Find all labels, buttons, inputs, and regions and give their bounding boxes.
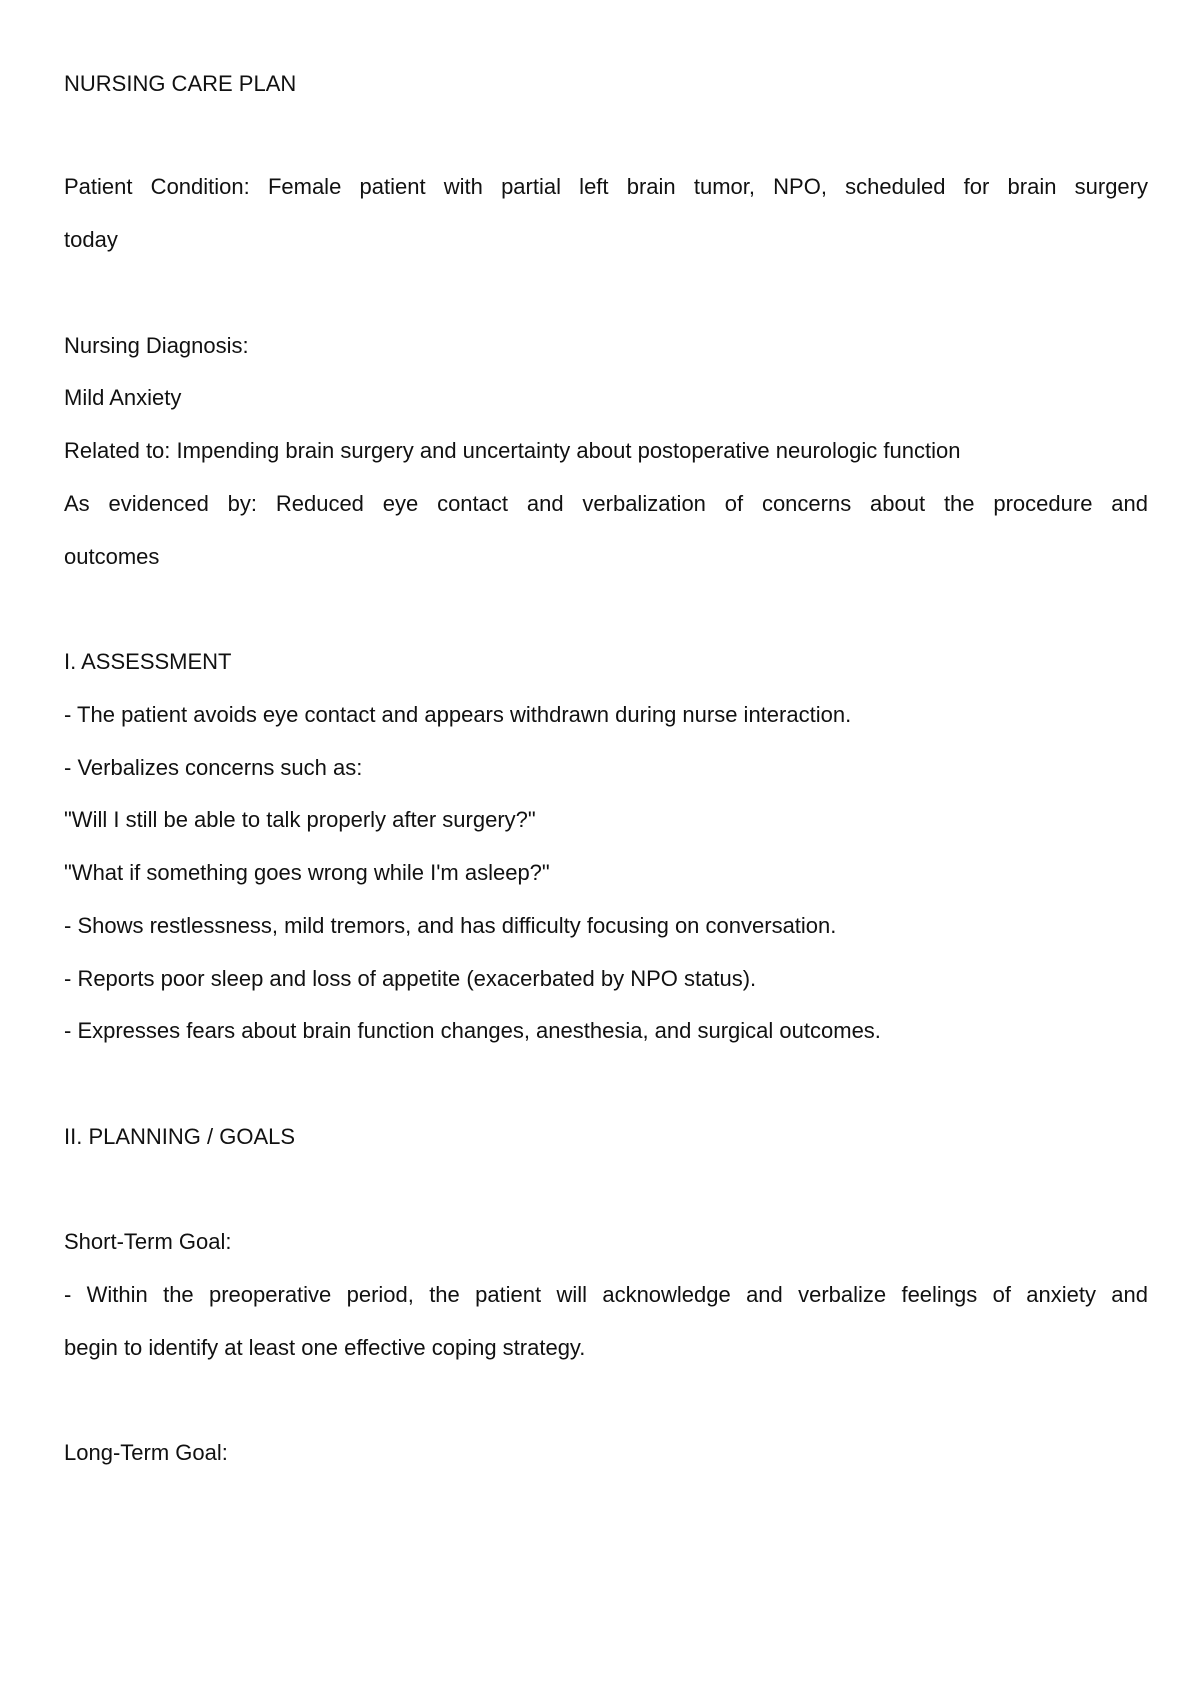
short-term-goal-line-2: begin to identify at least one effective coping strategy. xyxy=(64,1335,586,1360)
assessment-quote: "What if something goes wrong while I'm asleep?" xyxy=(64,860,550,885)
related-to-text: Related to: Impending brain surgery and uncertainty about postoperative neurologic function xyxy=(64,438,961,463)
patient-condition-line-2: today xyxy=(64,227,118,252)
assessment-line: - Expresses fears about brain function changes, anesthesia, and surgical outcomes. xyxy=(64,1018,881,1043)
planning-heading: II. PLANNING / GOALS xyxy=(64,1124,296,1149)
assessment-heading: I. ASSESSMENT xyxy=(64,649,232,674)
short-term-goal-line-1: - Within the preoperative period, the patient will acknowledge and verbalize feelings of anxiety and xyxy=(64,1282,1148,1307)
assessment-quote: "Will I still be able to talk properly after surgery?" xyxy=(64,807,536,832)
evidenced-by-line-1: As evidenced by: Reduced eye contact and verbalization of concerns about the procedure and xyxy=(64,491,1148,516)
assessment-line: - Shows restlessness, mild tremors, and has difficulty focusing on conversation. xyxy=(64,913,837,938)
nursing-diagnosis-heading: Nursing Diagnosis: xyxy=(64,333,249,358)
long-term-goal-heading: Long-Term Goal: xyxy=(64,1440,228,1465)
assessment-line: - Reports poor sleep and loss of appetite (exacerbated by NPO status). xyxy=(64,966,757,991)
assessment-line: - The patient avoids eye contact and appears withdrawn during nurse interaction. xyxy=(64,702,852,727)
assessment-line: - Verbalizes concerns such as: xyxy=(64,755,363,780)
evidenced-by-line-2: outcomes xyxy=(64,544,160,569)
nursing-diagnosis-value: Mild Anxiety xyxy=(64,385,182,410)
patient-condition-line-1: Patient Condition: Female patient with partial left brain tumor, NPO, scheduled for brain surgery xyxy=(64,174,1148,199)
document-title: NURSING CARE PLAN xyxy=(64,71,297,96)
short-term-goal-heading: Short-Term Goal: xyxy=(64,1229,232,1254)
